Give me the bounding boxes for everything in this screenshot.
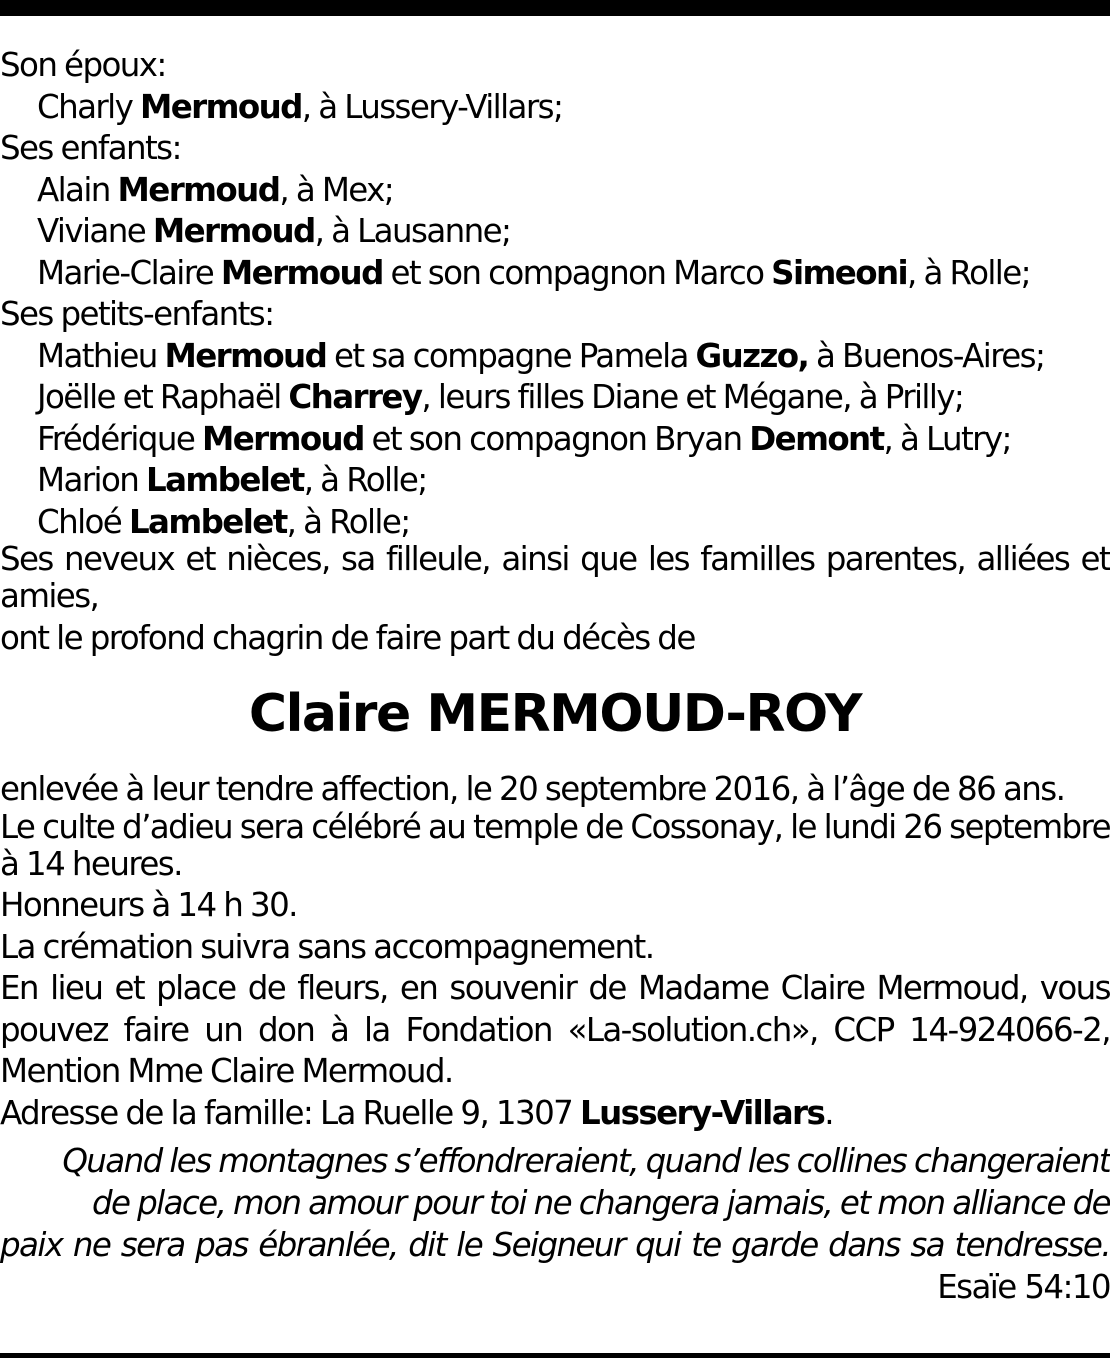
family-member-line: Mathieu Mermoud et sa compagne Pamela Guzzo, à Buenos-Aires;: [37, 336, 1045, 375]
family-member-line: Alain Mermoud, à Mex;: [37, 170, 394, 209]
announcement-line: ont le profond chagrin de faire part du décès de: [0, 618, 695, 657]
quote-reference: Esaïe 54:10: [937, 1268, 1110, 1306]
quote-line: de place, mon amour pour toi ne changera jamais, et mon alliance de: [91, 1184, 1110, 1222]
extended-family-line: Ses neveux et nièces, sa filleule, ainsi que les familles parentes, alliées et: [0, 540, 1110, 578]
donation-note: pouvez faire un don à la Fondation «La-solution.ch», CCP 14-924066-2,: [0, 1010, 1110, 1049]
cremation-note: La crémation suivra sans accompagnement.: [0, 927, 654, 966]
quote-line: Quand les montagnes s’effondreraient, quand les collines changeraient: [62, 1142, 1110, 1180]
children-heading: Ses enfants:: [0, 129, 181, 167]
deceased-name: Claire MERMOUD-ROY: [248, 684, 862, 744]
honours-time: Honneurs à 14 h 30.: [0, 886, 297, 924]
death-details: enlevée à leur tendre affection, le 20 septembre 2016, à l’âge de 86 ans.: [0, 770, 1065, 808]
family-member-line: Charly Mermoud, à Lussery-Villars;: [37, 87, 563, 126]
quote-line: paix ne sera pas ébranlée, dit le Seigneur qui te garde dans sa tendresse.: [0, 1226, 1110, 1264]
extended-family-line-end: amies,: [0, 577, 99, 615]
family-address: Adresse de la famille: La Ruelle 9, 1307 Lussery-Villars.: [0, 1093, 833, 1132]
grandchildren-heading: Ses petits-enfants:: [0, 295, 274, 333]
bible-quote: [0, 1140, 1110, 1266]
family-member-line: Chloé Lambelet, à Rolle;: [37, 502, 410, 541]
family-member-line: Frédérique Mermoud et son compagnon Bryan Demont, à Lutry;: [37, 419, 1011, 458]
spouse-heading: Son époux:: [0, 46, 166, 84]
obituary-notice: [0, 45, 1110, 1308]
top-rule: [0, 0, 1110, 16]
service-details-end: à 14 heures.: [0, 844, 182, 883]
family-member-line: Viviane Mermoud, à Lausanne;: [37, 212, 511, 250]
bottom-rule: [0, 1353, 1110, 1358]
family-member-line: Marie-Claire Mermoud et son compagnon Marco Simeoni, à Rolle;: [37, 253, 1030, 292]
donation-note: En lieu et place de fleurs, en souvenir de Madame Claire Mermoud, vous: [0, 969, 1110, 1007]
family-member-line: Marion Lambelet, à Rolle;: [37, 461, 427, 499]
family-member-line: Joëlle et Raphaël Charrey, leurs filles Diane et Mégane, à Prilly;: [37, 378, 964, 416]
donation-note-end: Mention Mme Claire Mermoud.: [0, 1052, 453, 1090]
service-details: Le culte d’adieu sera célébré au temple de Cossonay, le lundi 26 septembre: [0, 807, 1110, 846]
